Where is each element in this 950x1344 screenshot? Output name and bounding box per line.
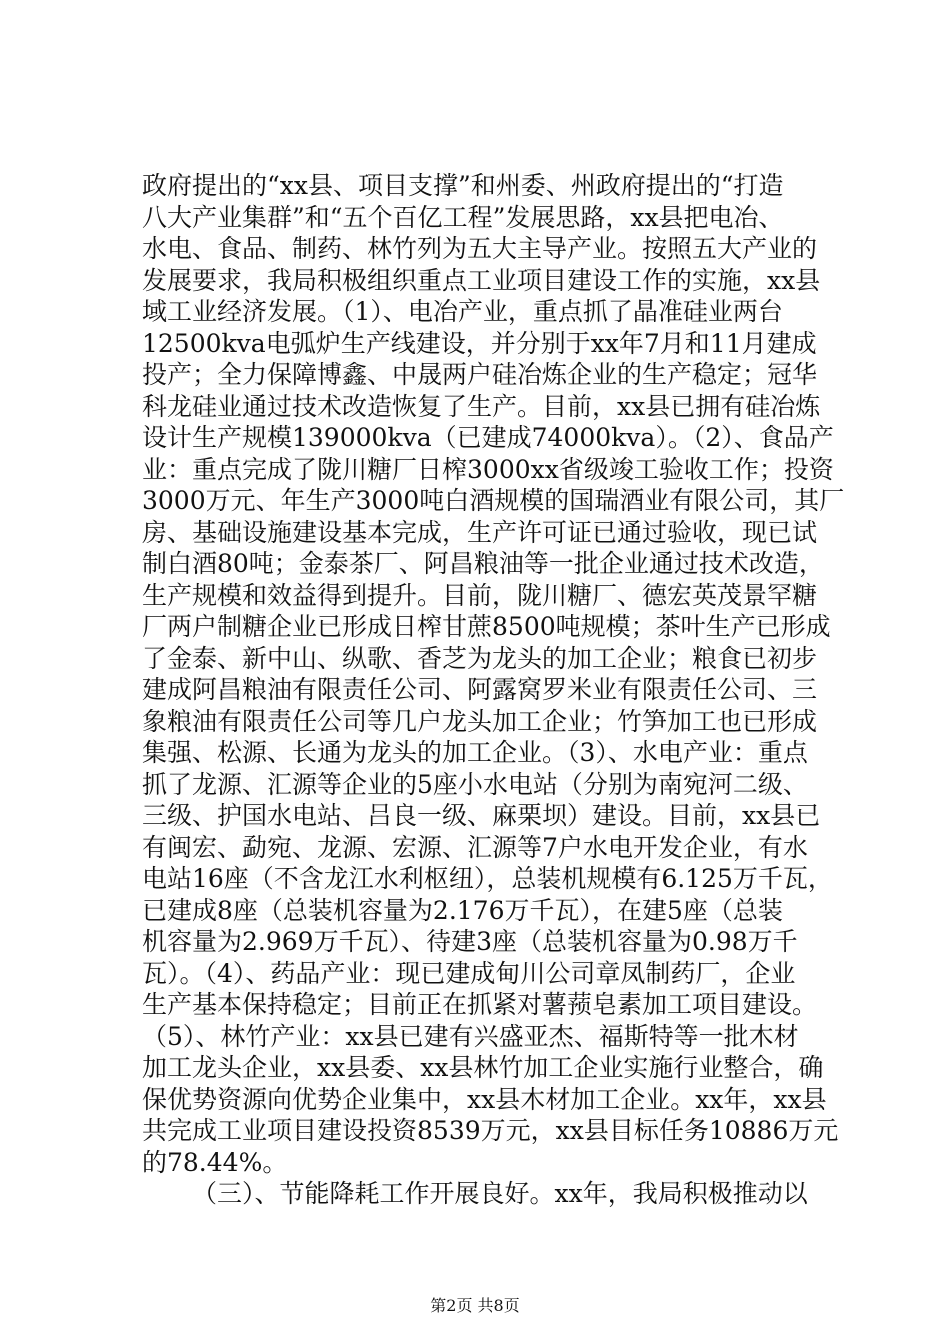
text-line: 八大产业集群”和“五个百亿工程”发展思路，xx县把电冶、 xyxy=(142,202,784,232)
text-line: 机容量为2.969万千瓦）、待建3座（总装机容量为0.98万千 xyxy=(142,927,798,956)
text-line: 厂两户制糖企业已形成日榨甘蔗8500吨规模；茶叶生产已形成 xyxy=(142,612,831,641)
text-line: 保优势资源向优势企业集中，xx县木材加工企业。xx年，xx县 xyxy=(142,1084,827,1114)
text-line: 抓了龙源、汇源等企业的5座小水电站（分别为南宛河二级、 xyxy=(142,769,808,799)
page-footer: 第2页 共8页 xyxy=(430,1296,520,1315)
text-line: 象粮油有限责任公司等几户龙头加工企业；竹笋加工也已形成 xyxy=(142,706,818,736)
text-line: 有闽宏、勐宛、龙源、宏源、汇源等7户水电开发企业，有水 xyxy=(142,832,808,862)
text-line: 的78.44%。 xyxy=(142,1147,288,1177)
text-line: 发展要求，我局积极组织重点工业项目建设工作的实施，xx县 xyxy=(142,265,821,295)
text-line: 了金泰、新中山、纵歌、香芝为龙头的加工企业；粮食已初步 xyxy=(142,643,818,673)
text-line: 房、基础设施建设基本完成，生产许可证已通过验收，现已试 xyxy=(142,517,818,547)
text-line: 科龙硅业通过技术改造恢复了生产。目前，xx县已拥有硅冶炼 xyxy=(142,391,821,421)
text-line: 已建成8座（总装机容量为2.176万千瓦），在建5座（总装 xyxy=(142,895,783,925)
text-line: 域工业经济发展。（1）、电冶产业，重点抓了晶准硅业两台 xyxy=(142,297,783,326)
text-line: 水电、食品、制药、林竹列为五大主导产业。按照五大产业的 xyxy=(142,234,818,263)
body-text xyxy=(142,170,845,1210)
text-line: 政府提出的“xx县、项目支撑”和州委、州政府提出的“打造 xyxy=(142,171,784,200)
text-line: 集强、松源、长通为龙头的加工企业。（3）、水电产业：重点 xyxy=(142,738,808,767)
text-line: 瓦）。（4）、药品产业：现已建成甸川公司章凤制药厂，企业 xyxy=(142,958,796,988)
text-line: 3000万元、年生产3000吨白酒规模的国瑞酒业有限公司，其厂 xyxy=(142,486,845,515)
text-line: 投产；全力保障博鑫、中晟两户硅冶炼企业的生产稳定；冠华 xyxy=(142,360,818,389)
text-line: 建成阿昌粮油有限责任公司、阿露窝罗米业有限责任公司、三 xyxy=(142,675,818,704)
text-line: 生产基本保持稳定；目前正在抓紧对薯蓣皂素加工项目建设。 xyxy=(142,990,818,1019)
text-line: （5）、林竹产业：xx县已建有兴盛亚杰、福斯特等一批木材 xyxy=(142,1021,799,1051)
text-line: 业：重点完成了陇川糖厂日榨3000xx省级竣工验收工作；投资 xyxy=(142,454,834,484)
text-line: 12500kva电弧炉生产线建设，并分别于xx年7月和11月建成 xyxy=(142,328,817,358)
text-line: 电站16座（不含龙江水利枢纽），总装机规模有6.125万千瓦， xyxy=(142,864,833,893)
text-line: 设计生产规模139000kva（已建成74000kva）。（2）、食品产 xyxy=(142,423,834,452)
text-line: 三级、护国水电站、吕良一级、麻栗坝）建设。目前，xx县已 xyxy=(142,801,821,830)
text-line: 加工龙头企业，xx县委、xx县林竹加工企业实施行业整合，确 xyxy=(142,1053,824,1082)
text-line: 制白酒80吨；金泰茶厂、阿昌粮油等一批企业通过技术改造， xyxy=(142,549,824,578)
text-line: 共完成工业项目建设投资8539万元，xx县目标任务10886万元 xyxy=(142,1116,839,1145)
text-line: 生产规模和效益得到提升。目前，陇川糖厂、德宏英茂景罕糖 xyxy=(142,580,818,610)
paragraph-start-line: （三）、节能降耗工作开展良好。xx年，我局积极推动以 xyxy=(192,1179,808,1208)
